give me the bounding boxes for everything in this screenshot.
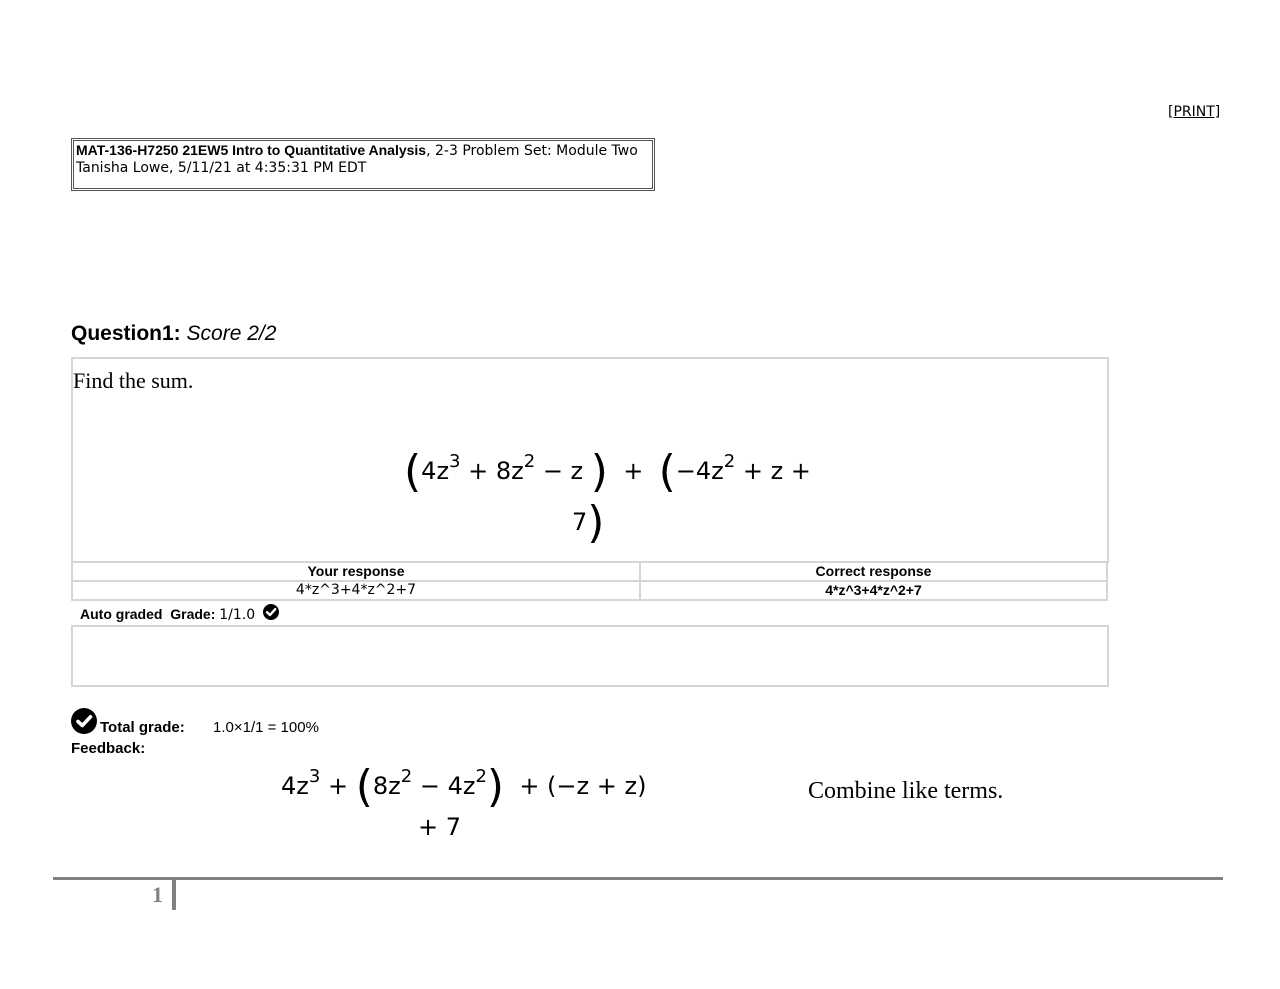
- feedback-expression-line1: [281, 762, 646, 813]
- grader-comment-box: [71, 625, 1109, 687]
- feedback-note: Combine like terms.: [808, 778, 1004, 804]
- question-title: [71, 322, 276, 346]
- expr-term: − 4z: [412, 772, 476, 800]
- your-response-value: 4*z^3+4*z^2+7: [72, 581, 640, 600]
- footer-rule: [53, 877, 1223, 880]
- total-grade-value: 1.0×1/1 = 100%: [213, 719, 319, 736]
- checkmark-icon: [71, 708, 97, 734]
- grade-value: 1/1.0: [219, 607, 256, 623]
- question-expression-line2: [572, 498, 604, 546]
- feedback-label: Feedback:: [71, 740, 146, 757]
- close-paren: ): [486, 761, 505, 812]
- checkmark-icon: [263, 604, 279, 620]
- expr-plus: +: [320, 772, 356, 800]
- table-row: [72, 581, 1107, 600]
- auto-graded-label: Auto graded: [80, 606, 163, 622]
- expr-term: 4z: [281, 772, 309, 800]
- feedback-expression-line2: + 7: [418, 813, 462, 841]
- expr-exponent: 2: [523, 451, 536, 472]
- your-response-header: Your response: [72, 562, 640, 581]
- close-paren: ): [587, 497, 605, 548]
- assignment-title: , 2-3 Problem Set: Module Two: [426, 143, 638, 159]
- expr-term: + z +: [735, 457, 819, 485]
- expr-exponent: 2: [723, 451, 736, 472]
- grade-line: [80, 604, 279, 623]
- expr-exponent: 3: [449, 451, 461, 472]
- page-number: 1: [152, 882, 163, 907]
- correct-response-value: 4*z^3+4*z^2+7: [640, 581, 1107, 600]
- correct-response-header: Correct response: [640, 562, 1107, 581]
- table-row: [72, 562, 1107, 581]
- open-paren: (: [355, 761, 373, 812]
- page-number-divider: [172, 880, 176, 910]
- expr-term: 8z: [372, 772, 401, 800]
- assignment-header-box: [71, 138, 655, 191]
- open-paren: (: [658, 446, 676, 497]
- expr-term: + 8z: [460, 457, 524, 485]
- expr-plus: +: [607, 457, 659, 485]
- question-expression-line1: [404, 447, 819, 498]
- expr-exponent: 2: [400, 766, 413, 787]
- expr-exponent: 3: [308, 766, 321, 787]
- question-label: Question1:: [71, 322, 181, 345]
- expr-term: + (−z + z): [504, 772, 647, 800]
- response-table: [71, 561, 1108, 601]
- expr-term: 4z: [421, 457, 450, 485]
- student-info: Tanisha Lowe, 5/11/21 at 4:35:31 PM EDT: [76, 160, 367, 176]
- question-score: Score 2/2: [186, 322, 277, 345]
- close-paren: ): [590, 446, 608, 497]
- grade-label: Grade:: [170, 606, 216, 622]
- open-paren: (: [404, 446, 422, 497]
- course-title: MAT-136-H7250 21EW5 Intro to Quantitative Analysis: [76, 142, 427, 158]
- question-prompt: Find the sum.: [73, 368, 194, 393]
- expr-term: −4z: [675, 457, 724, 485]
- expr-exponent: 2: [475, 766, 487, 787]
- expr-term: − z: [535, 457, 584, 485]
- print-link[interactable]: [PRINT]: [1168, 104, 1221, 120]
- expr-term: 7: [572, 508, 588, 536]
- total-grade-label: Total grade:: [100, 719, 185, 736]
